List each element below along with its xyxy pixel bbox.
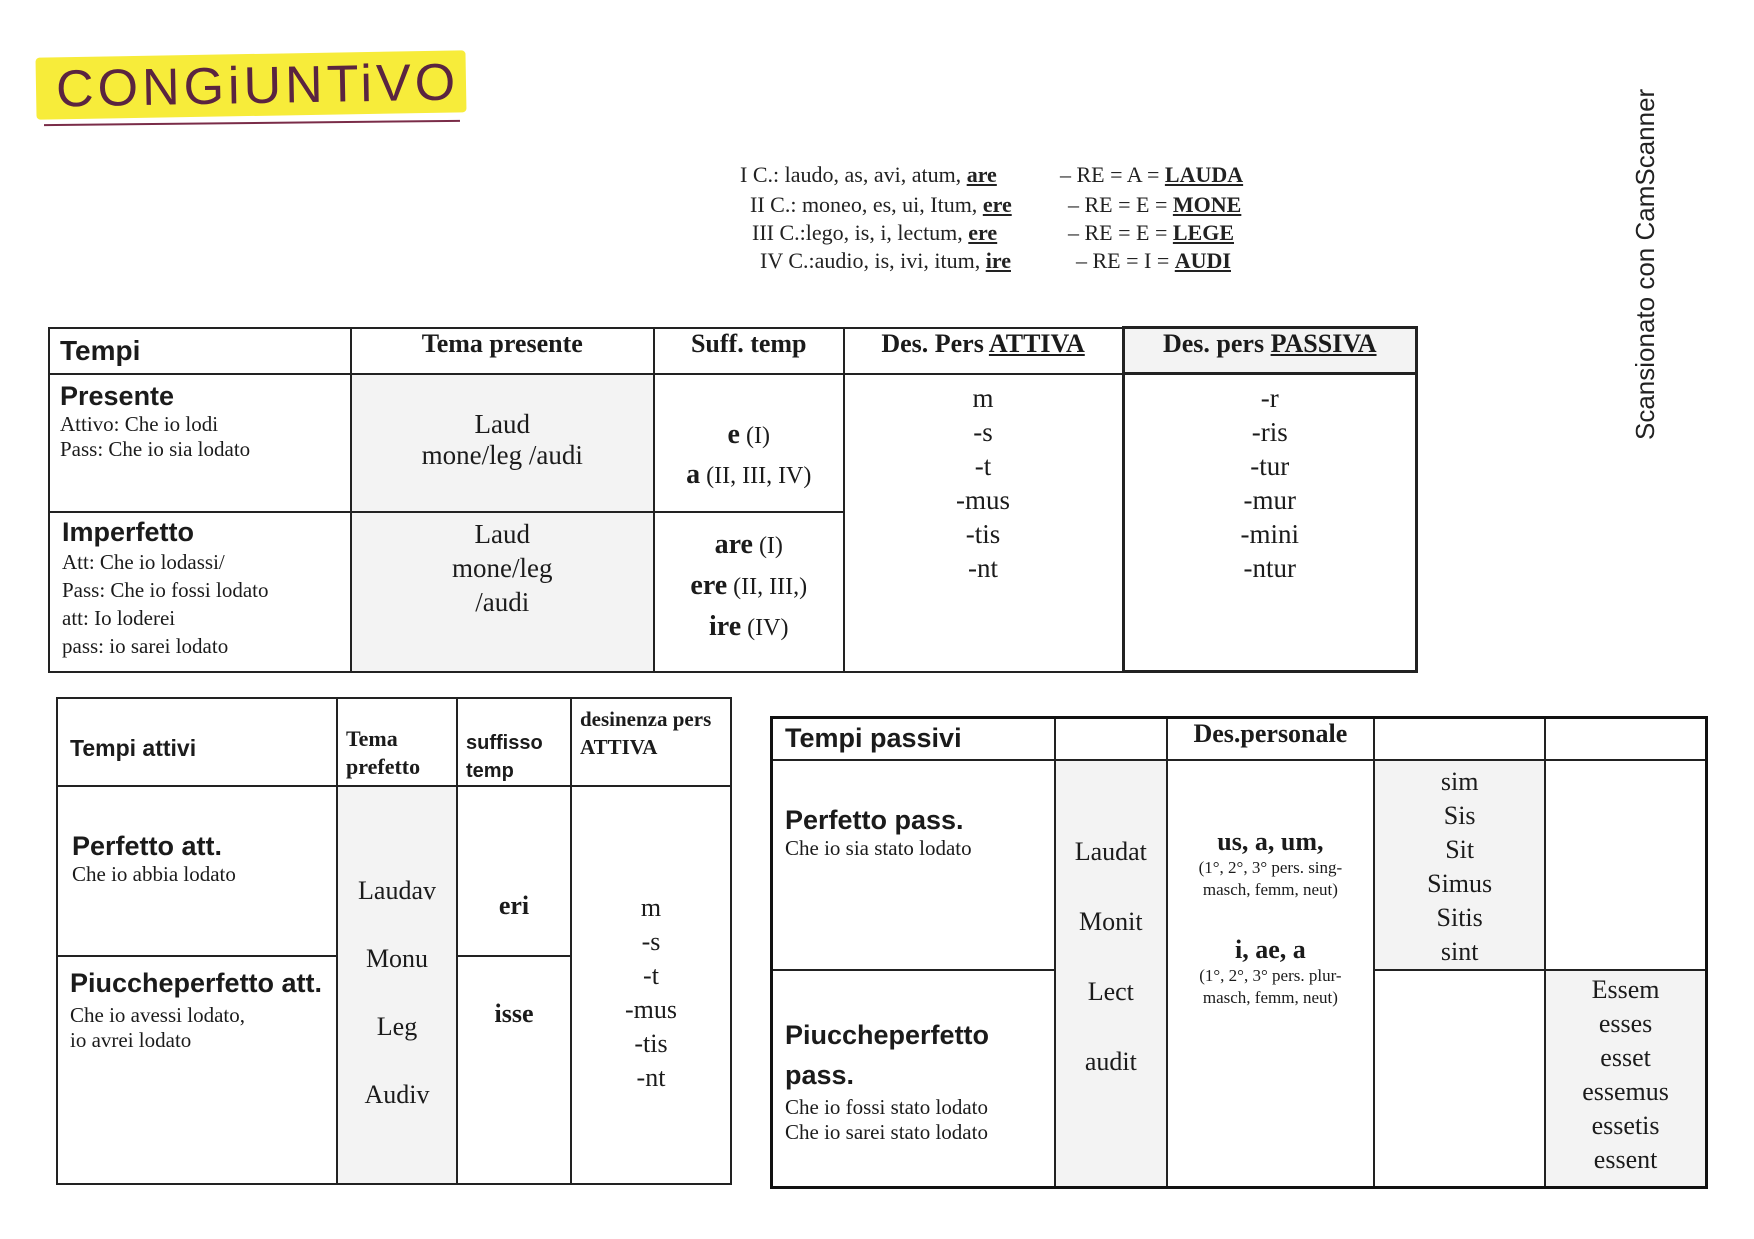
desinenza: -s [973,416,993,447]
tema-line: Laud [474,408,530,439]
tema-line: Audiv [364,1080,430,1109]
presente-passivo: Pass: Che io sia lodato [60,436,251,461]
essem-form: essetis [1591,1110,1660,1140]
row-perfetto-att [57,786,337,956]
desinenza: -ntur [1243,553,1296,583]
conj-infinitive: are [966,162,997,187]
essem-form: esset [1600,1042,1651,1072]
desinenza: -ris [1251,417,1288,447]
desinenza: -mus [625,995,677,1024]
header-tempi-attivi: Tempi attivi [57,698,337,786]
conj-label: III C.:lego, is, i, lectum, [752,220,963,245]
piuccheperfetto-pass-title: Piuccheperfetto pass. [785,1019,990,1090]
conjugation-summary [740,162,1300,282]
presente-tema [351,374,654,512]
header-tempi-passivi: Tempi passivi [772,718,1056,760]
passive-tenses-table [770,716,1708,1189]
perfetto-att-title: Perfetto att. [72,831,223,861]
present-imperfect-table [48,326,1418,673]
tema-line: mone/leg [452,552,553,583]
desinenza: -t [643,961,659,990]
conj-result: LAUDA [1164,162,1244,187]
conj-result: AUDI [1174,248,1231,273]
suff-are: are (I) [714,528,783,560]
conj-result: LEGE [1172,220,1235,245]
scanner-watermark: Scansionato con CamScanner [1630,88,1660,440]
header-passiva-word: PASSIVA [1270,329,1377,358]
desinenze-attive-column [571,786,731,1184]
desinenza: -s [641,927,661,956]
tema-line: Laudat [1074,836,1147,866]
row-piuccheperfetto-pass [772,970,1056,1188]
header-des-personale: Des.personale [1167,718,1375,760]
desinenza: -mini [1240,519,1299,549]
tema-line: Leg [376,1012,418,1041]
des-singolare: us, a, um, [1217,826,1324,856]
row-imperfetto-tempi [49,512,351,672]
desinenza: -tis [634,1029,668,1058]
imperfetto-title: Imperfetto [62,516,195,547]
des-attiva-column [844,374,1123,672]
header-des-attiva-label: Des. Pers [881,328,989,358]
row-perfetto-pass [772,760,1056,970]
des-singolare-note: (1°, 2°, 3° pers. sing-masch, femm, neut) [1198,857,1343,899]
header-des-attiva [844,328,1123,374]
header-suffisso-temp: suffisso temp [457,698,571,786]
piuccheperfetto-pass-line: Che io sarei stato lodato [785,1119,988,1144]
conj-label: I C.: laudo, as, avi, atum, [740,162,962,187]
perfetto-pass-title: Perfetto pass. [785,804,964,835]
header-desinenza-attiva: desinenza pers ATTIVA [571,698,731,786]
tema-line: mone/leg /audi [421,439,583,470]
tema-line: audit [1084,1046,1137,1076]
presente-suffissi [654,374,844,512]
conj-rule-2 [1068,192,1241,218]
header-attiva-word: ATTIVA [988,328,1085,358]
conj-label: IV C.:audio, is, ivi, itum, [760,248,981,273]
essem-form: Essem [1591,974,1660,1004]
suffisso-isse: isse [457,956,571,1184]
presente-attivo: Attivo: Che io lodi [60,411,219,436]
tema-line: Lect [1087,976,1134,1006]
suff-a: a (II, III, IV) [686,458,812,490]
presente-title: Presente [60,380,175,411]
suff-ire: ire (IV) [709,610,789,642]
imperfetto-line: pass: io sarei lodato [62,633,229,658]
sum-form: Sitis [1436,902,1483,932]
tema-passivo-column [1055,760,1167,1188]
page-title: CONGiUNTiVO [55,53,460,119]
desinenza: -t [974,450,992,481]
conj-result: MONE [1172,192,1242,217]
header-tempi: Tempi [49,328,351,374]
header-tema-presente: Tema presente [351,328,654,374]
conj-rule-4 [1076,248,1231,274]
sum-form: sim [1440,766,1479,796]
conj-rule-1 [1060,162,1243,188]
title-underline [44,120,460,126]
tema-line: Laud [474,518,530,549]
piuccheperfetto-att-line: Che io avessi lodato, [70,1003,245,1027]
conj-rule: – RE = E = [1068,220,1168,245]
piuccheperfetto-att-title: Piuccheperfetto att. [70,968,323,998]
sum-forms-column [1374,760,1545,970]
imperfetto-line: att: Io loderei [62,605,176,630]
tema-line: Monit [1079,906,1143,936]
tema-prefetto-column [337,786,457,1184]
suffisso-eri: eri [457,786,571,956]
des-plurale-note: (1°, 2°, 3° pers. plur-masch, femm, neut) [1199,965,1342,1007]
conj-rule-3 [1068,220,1234,246]
header-tema-prefetto: Tema prefetto [337,698,457,786]
conj-infinitive: ire [985,248,1011,273]
desinenza: -r [1260,383,1279,413]
essem-forms-column [1545,970,1706,1188]
desinenza: -nt [636,1063,666,1092]
des-personale-column [1167,760,1375,1188]
conj-rule: – RE = A = [1060,162,1160,187]
desinenza: m [640,893,662,922]
active-tenses-table [56,697,732,1185]
conj-rule: – RE = E = [1068,192,1168,217]
conj-label: II C.: moneo, es, ui, Itum, [750,192,978,217]
suff-ere: ere (II, III,) [690,569,808,601]
header-suff-temp: Suff. temp [654,328,844,374]
header-empty-2 [1374,718,1545,760]
desinenza: -tis [965,518,1001,549]
row-piuccheperfetto-att [57,956,337,1184]
sum-form: Simus [1427,868,1493,898]
header-empty-3 [1545,718,1706,760]
sum-form: Sis [1443,800,1476,830]
imperfetto-line: Pass: Che io fossi lodato [62,577,269,602]
piuccheperfetto-att-line: io avrei lodato [70,1028,192,1052]
conj-infinitive: ere [982,192,1012,217]
empty-cell-lower [1374,970,1545,1188]
header-des-passiva-label: Des. pers [1162,329,1271,358]
perfetto-pass-line: Che io sia stato lodato [785,835,972,860]
desinenza: -tur [1250,451,1290,481]
tema-line: /audi [475,586,530,617]
conj-line-3 [752,220,997,246]
desinenza: -mur [1243,485,1296,515]
header-des-passiva [1123,328,1416,374]
desinenza: -nt [968,552,999,583]
essem-form: essemus [1582,1076,1669,1106]
des-plurale: i, ae, a [1235,934,1306,964]
tema-line: Monu [365,944,429,973]
conj-line-1 [740,162,997,188]
empty-cell-upper [1545,760,1706,970]
desinenza: m [972,382,994,413]
conj-line-4 [760,248,1011,274]
sum-form: Sit [1445,834,1475,864]
sum-form: sint [1440,936,1479,966]
conj-rule: – RE = I = [1076,248,1170,273]
piuccheperfetto-pass-line: Che io fossi stato lodato [785,1094,988,1119]
perfetto-att-line: Che io abbia lodato [72,862,236,886]
essem-form: esses [1598,1008,1653,1038]
conj-line-2 [750,192,1012,218]
suff-e: e (I) [727,418,770,450]
imperfetto-suffissi [654,512,844,672]
desinenza: -mus [956,484,1011,515]
header-empty-1 [1055,718,1167,760]
essem-form: essent [1593,1144,1658,1174]
conj-infinitive: ere [968,220,998,245]
des-passiva-column [1123,374,1416,672]
tema-line: Laudav [358,876,436,905]
row-presente-tempi [49,374,351,512]
imperfetto-line: Att: Che io lodassi/ [62,549,225,574]
imperfetto-tema [351,512,654,672]
